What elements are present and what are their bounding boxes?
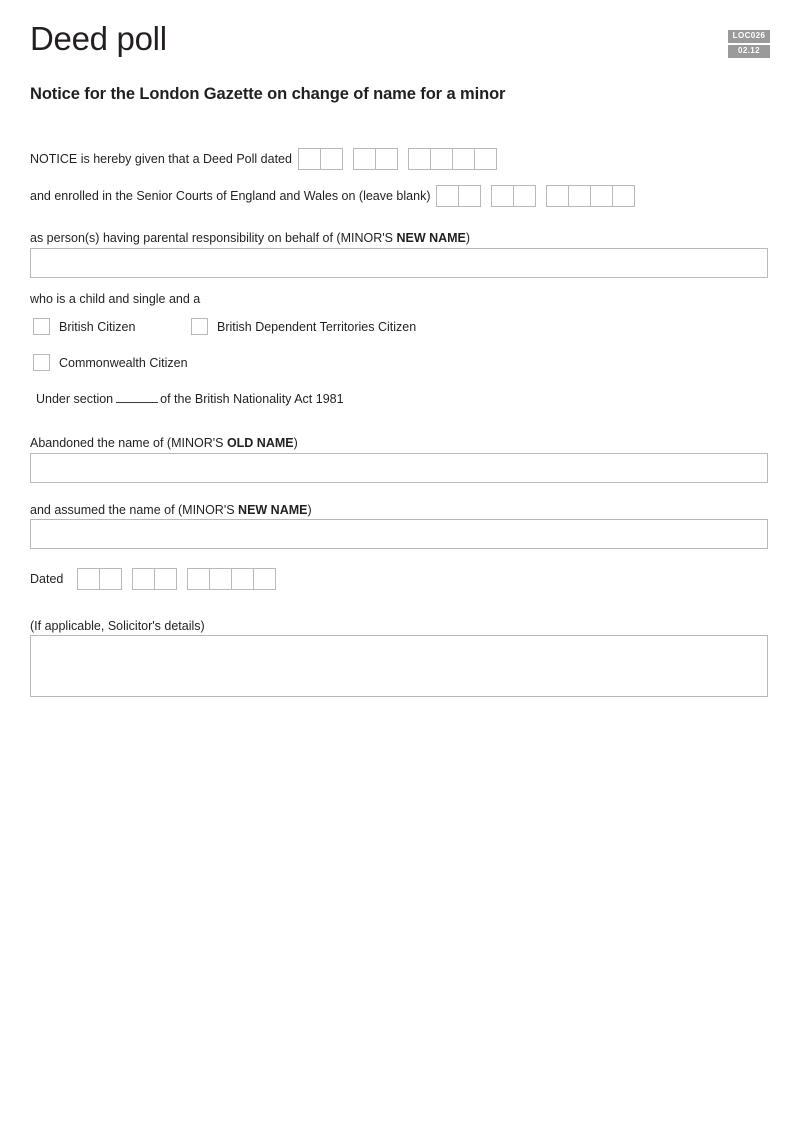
enrolled-date-row	[30, 185, 635, 207]
parental-responsibility-label	[30, 231, 470, 245]
parental-responsibility-label-close: )	[465, 231, 471, 245]
notice-year-cell-1[interactable]	[408, 148, 431, 170]
child-status-label: who is a child and single and a	[30, 292, 201, 306]
abandoned-name-label	[30, 436, 298, 450]
under-section-row	[36, 392, 344, 406]
enrolled-month-group[interactable]	[491, 185, 536, 207]
enrolled-year-group[interactable]	[546, 185, 635, 207]
under-section-suffix-label: of the British Nationality Act 1981	[160, 392, 344, 406]
abandoned-name-label-emphasis: OLD NAME	[226, 436, 294, 450]
notice-month-group[interactable]	[353, 148, 398, 170]
checkbox-label-british-citizen: British Citizen	[59, 319, 136, 334]
assumed-name-label-text: and assumed the name of (MINOR'S	[30, 503, 239, 517]
dated-year-cell-3[interactable]	[231, 568, 254, 590]
dated-day-cell-2[interactable]	[99, 568, 122, 590]
enrolled-year-cell-1[interactable]	[546, 185, 569, 207]
dated-label: Dated	[30, 572, 64, 586]
enrolled-year-cell-4[interactable]	[612, 185, 635, 207]
form-code-line-2: 02.12	[728, 45, 770, 58]
enrolled-day-group[interactable]	[436, 185, 481, 207]
old-name-input[interactable]	[30, 453, 768, 483]
new-name-assumed-input[interactable]	[30, 519, 768, 549]
dated-year-cell-1[interactable]	[187, 568, 210, 590]
page-title: Deed poll	[30, 20, 167, 57]
notice-month-cell-2[interactable]	[375, 148, 398, 170]
solicitor-details-label: (If applicable, Solicitor's details)	[30, 619, 205, 633]
form-code-line-1: LOC026	[728, 30, 770, 43]
abandoned-name-label-text: Abandoned the name of (MINOR'S	[30, 436, 227, 450]
dated-day-group[interactable]	[77, 568, 122, 590]
under-section-blank-line[interactable]	[116, 393, 158, 403]
enrolled-year-cell-3[interactable]	[590, 185, 613, 207]
dated-day-cell-1[interactable]	[77, 568, 100, 590]
checkbox-commonwealth-citizen[interactable]	[33, 354, 50, 371]
notice-day-cell-2[interactable]	[320, 148, 343, 170]
assumed-name-label-close: )	[307, 503, 312, 517]
assumed-name-label-emphasis: NEW NAME	[238, 503, 308, 517]
dated-month-cell-2[interactable]	[154, 568, 177, 590]
checkbox-british-citizen[interactable]	[33, 318, 50, 335]
notice-date-row	[30, 148, 497, 170]
enrolled-year-cell-2[interactable]	[568, 185, 591, 207]
checkbox-row-british-dependent-territories-citizen[interactable]	[191, 318, 416, 335]
assumed-name-label	[30, 503, 312, 517]
notice-year-group[interactable]	[408, 148, 497, 170]
new-name-parental-input[interactable]	[30, 248, 768, 278]
notice-day-cell-1[interactable]	[298, 148, 321, 170]
notice-prefix-label: NOTICE is hereby given that a Deed Poll dated	[30, 152, 292, 166]
enrolled-label: and enrolled in the Senior Courts of England and Wales on (leave blank)	[30, 189, 431, 203]
notice-year-cell-3[interactable]	[452, 148, 475, 170]
dated-month-group[interactable]	[132, 568, 177, 590]
page-subtitle: Notice for the London Gazette on change of name for a minor	[30, 85, 506, 103]
abandoned-name-label-close: )	[293, 436, 298, 450]
dated-year-group[interactable]	[187, 568, 276, 590]
dated-year-cell-4[interactable]	[253, 568, 276, 590]
checkbox-label-commonwealth-citizen: Commonwealth Citizen	[59, 355, 188, 370]
under-section-prefix-label: Under section	[36, 392, 114, 406]
enrolled-month-cell-1[interactable]	[491, 185, 514, 207]
enrolled-month-cell-2[interactable]	[513, 185, 536, 207]
notice-month-cell-1[interactable]	[353, 148, 376, 170]
checkbox-row-british-citizen[interactable]	[33, 318, 135, 335]
dated-month-cell-1[interactable]	[132, 568, 155, 590]
solicitor-details-input[interactable]	[30, 635, 768, 697]
checkbox-label-british-dependent-territories-citizen: British Dependent Territories Citizen	[217, 319, 417, 334]
dated-year-cell-2[interactable]	[209, 568, 232, 590]
checkbox-british-dependent-territories-citizen[interactable]	[191, 318, 208, 335]
notice-year-cell-2[interactable]	[430, 148, 453, 170]
notice-year-cell-4[interactable]	[474, 148, 497, 170]
notice-day-group[interactable]	[298, 148, 343, 170]
enrolled-day-cell-1[interactable]	[436, 185, 459, 207]
enrolled-day-cell-2[interactable]	[458, 185, 481, 207]
form-code-badge	[728, 30, 770, 58]
parental-responsibility-label-text: as person(s) having parental responsibility on behalf of (MINOR'S	[30, 231, 397, 245]
checkbox-row-commonwealth-citizen[interactable]	[33, 354, 188, 371]
parental-responsibility-label-emphasis: NEW NAME	[396, 231, 466, 245]
dated-row	[30, 568, 276, 590]
